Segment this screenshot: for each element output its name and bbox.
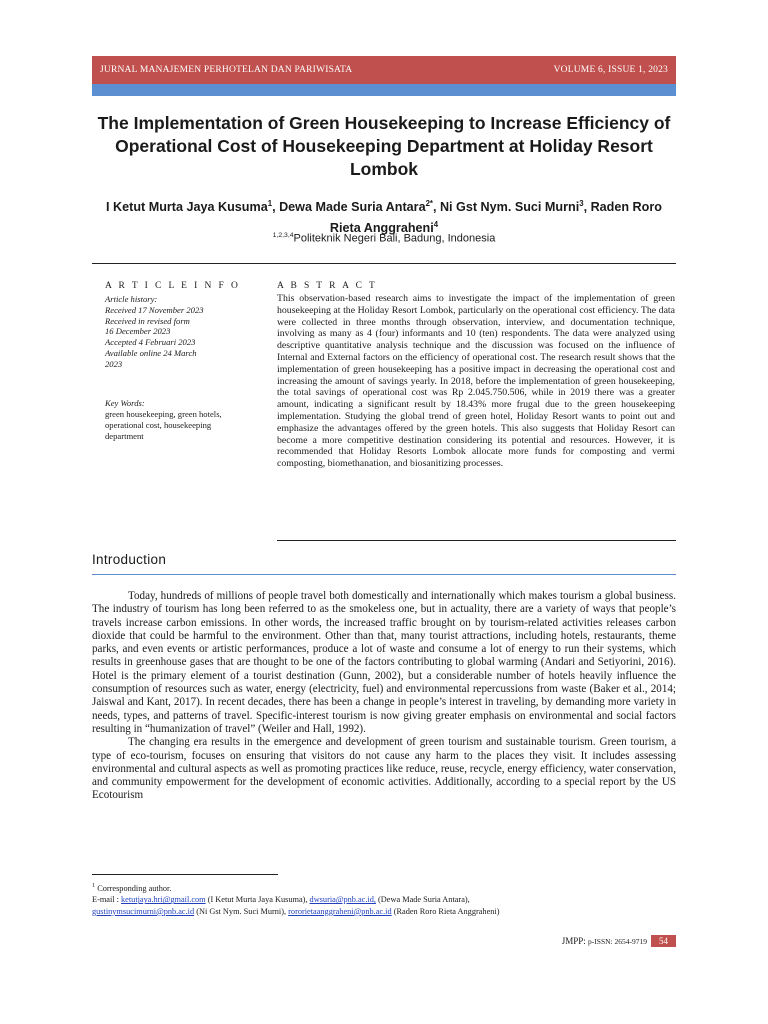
journal-volume: VOLUME 6, ISSUE 1, 2023 <box>553 65 668 75</box>
email-prefix: E-mail : <box>92 895 122 905</box>
author-sup: 3 <box>579 199 584 208</box>
author-name: Ni Gst Nym. Suci Murni <box>439 200 580 215</box>
body-paragraph: The changing era results in the emergence and development of green tourism and sustainable tourism. Green tourism, a type of eco-tourism, focuses on ensuring that visitors do not cause any harm to the places they visit. It includes assessing environmental and cultural aspects as well as promoting practices like reduce, reuse, recycle, energy efficiency, water conservation, and community empowerment for the development of economic activities. Additionally, according to a special report by the US Ecotourism <box>92 736 676 802</box>
history-line: Received 17 November 2023 <box>105 304 204 315</box>
email-link-2[interactable]: dwsuria@pnb.ac.id, <box>309 895 376 905</box>
author-name: I Ketut Murta Jaya Kusuma <box>106 200 268 215</box>
footnote-label: Corresponding author. <box>97 883 172 893</box>
author-list: I Ketut Murta Jaya Kusuma$^1$, Dewa Made Suria Antara$^{2*}$, Ni Gst Nym. Suci Murni$^3$, Raden Roro Rieta Anggraheni$^4$ <box>106 199 662 236</box>
history-line: Received in revised form <box>105 315 190 326</box>
history-line: 2023 <box>105 358 123 369</box>
email-link-3[interactable]: gustinymsucimurni@pnb.ac.id <box>92 906 195 916</box>
footnote <box>92 880 676 917</box>
affiliation-text: Politeknik Negeri Bali, Badung, Indonesia <box>293 232 496 245</box>
abstract-divider <box>277 540 676 541</box>
journal-header-bar <box>92 56 676 84</box>
footer-journal: JMPP: <box>561 936 589 946</box>
author-sup: 2* <box>425 199 433 208</box>
keywords: green housekeeping, green hotels, operational cost, housekeeping department <box>105 409 222 441</box>
abstract-text: This observation-based research aims to investigate the impact of the implementation of green housekeeping at the Holiday Resort Lombok, particularly on the operational cost efficiency. The data were collected in three months through observation, interview, and documentation technique, involving as many as 4 (four) informants and 10 (ten) respondents. The data were analyzed using descriptive quantitative analysis technique and the discussion was focused on the influence of Internal and External factors on the efficiency of operational cost. The research result shows that the implementation of green housekeeping has a positive impact in decreasing the operational cost and increasing the amount of savings yearly. In 2018, before the implementation of green housekeeping, the total savings of operational cost was Rp 2.045.750.506, while in 2019 there was a greater amount, indicating a significant result by 18.43% more frugal due to the green housekeeping implementation. Studying the global trend of green hotel, Holiday Resort wants to point out and emphasize the advantages offered by the green hotels. This also suggests that Holiday Resort can become a more competitive destination considering its potential and resources. However, it is recommended that Holiday Resorts Lombok allocate more funds for composting and vermi composting, biomethanation, and biosanitizing processes. <box>277 293 675 470</box>
author-sup: 4 <box>433 220 439 230</box>
header-accent-stripe <box>92 84 676 96</box>
article-history <box>105 294 265 370</box>
affiliation-sup: 1,2,3,4 <box>272 232 294 239</box>
body-paragraph: Today, hundreds of millions of people travel both domestically and internationally which makes tourism a global business. The industry of tourism has long been referred to as the smokeless one, but in actuality, there are a variety of ways that people’s travels increase carbon emissions. In other words, the increased traffic brought on by tourism-related activities releases carbon dioxide that could be harmful to the environment. Other than that, many tourist attractions, including hotels, restaurants, theme parks, and even events or artistic performances, produce a lot of waste and consume a lot of energy to run their systems, which results in greenhouse gases that are thought to be one of the factors contributing to global warming (Andari and Setiyorini, 2016). Hotel is the primary element of a tourist destination (Gunn, 2002), but a considerable number of hotels heavily influence the consumption of resources such as water, energy (electricity, fuel) and environmental repercussions from waste (Baker et al., 2014; Jaiswal and Kant, 2017). In recent decades, there has been a change in people’s interest in traveling, by demanding more variety in needs, types, and patterns of travel. Specific-interest tourism is now giving greater emphasis on environmental and social factors resulting in “humanization of travel” (Weiler and Hall, 1992). <box>92 590 676 735</box>
journal-name: JURNAL MANAJEMEN PERHOTELAN DAN PARIWISATA <box>100 65 353 75</box>
email-owner-4: (Raden Roro Rieta Anggraheni) <box>391 906 500 916</box>
author-name: Dewa Made Suria Antara <box>279 200 426 215</box>
introduction-heading: Introduction <box>92 552 167 567</box>
history-line: Accepted 4 Februari 2023 <box>105 337 196 348</box>
divider-top <box>92 263 676 264</box>
history-line: Available online 24 March <box>105 347 197 358</box>
introduction-rule <box>92 574 676 575</box>
introduction-body <box>92 590 676 803</box>
footnote-divider <box>92 874 278 875</box>
email-link-1[interactable]: ketutjaya.hri@gmail.com <box>121 895 206 905</box>
author-name: Raden Roro Rieta Anggraheni <box>329 200 662 236</box>
paper-title: The Implementation of Green Housekeeping to Increase Efficiency of Operational Cost of Housekeeping Department at Holiday Resort Lombok <box>97 113 671 179</box>
affiliation <box>92 232 676 245</box>
keywords-title: Key Words: <box>105 398 145 408</box>
page-footer <box>562 935 676 947</box>
history-line: Article history: <box>105 294 158 304</box>
article-info-heading: A R T I C L E I N F O <box>105 281 241 291</box>
email-owner-1: (I Ketut Murta Jaya Kusuma), <box>205 895 310 905</box>
email-owner-2: (Dewa Made Suria Antara), <box>375 895 470 905</box>
history-line: 16 December 2023 <box>105 326 171 337</box>
page-number: 54 <box>651 935 676 947</box>
email-owner-3: (Ni Gst Nym. Suci Murni), <box>194 906 289 916</box>
email-link-4[interactable]: rororietaanggraheni@pnb.ac.id <box>288 906 392 916</box>
abstract-heading: A B S T R A C T <box>277 281 378 291</box>
footnote-mark: 1 <box>92 882 96 889</box>
author-sup: 1 <box>267 199 273 208</box>
footer-issn: p-ISSN: 2654-9719 <box>588 937 647 946</box>
